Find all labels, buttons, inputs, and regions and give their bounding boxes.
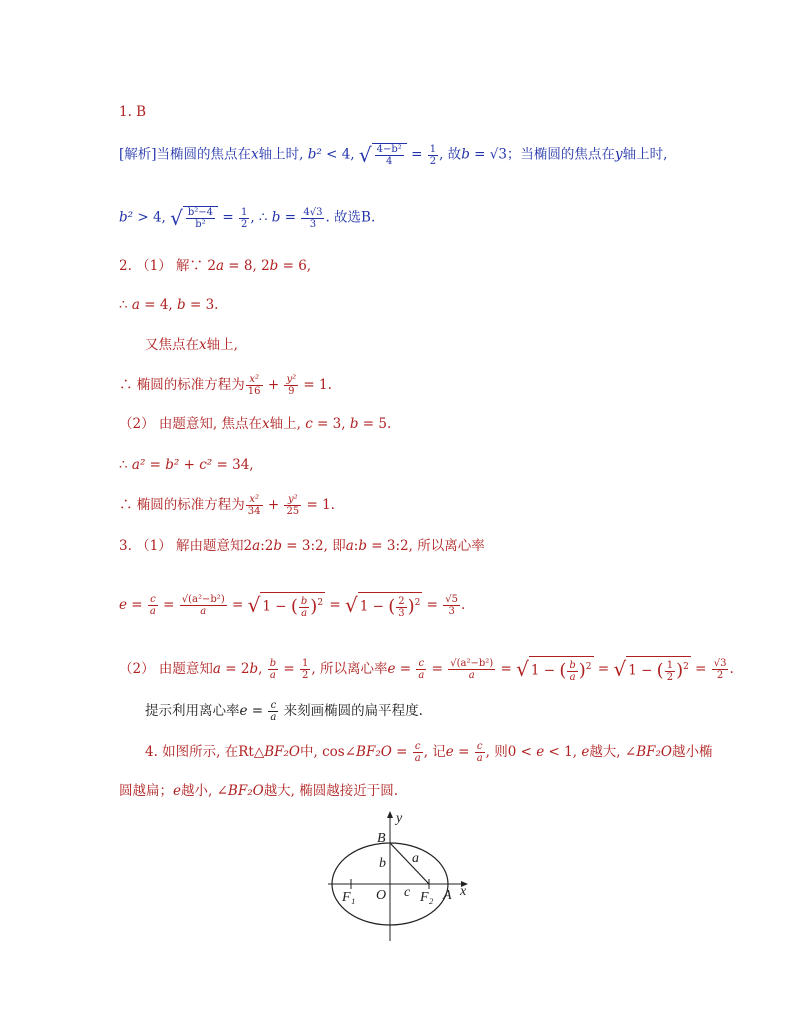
segment-bf2 (390, 843, 429, 884)
solution-4-2: 圆越扁；e越小, ∠BF₂O越大, 椭圆越接近于圆. (119, 783, 399, 799)
analysis-line-2: b² > 4, √ $\frac{\text{b²−4}}{\text{b²}}$ = $\frac{1}{2}$ , ∴ b = $\frac{4√3}{3}$ . 故选B. (119, 206, 376, 230)
label-b-segment: b (379, 856, 386, 871)
answer-1: 1. B (119, 104, 147, 120)
label-f1: F₁ (342, 890, 356, 905)
solution-2-3: 又焦点在x轴上, (145, 337, 238, 353)
label-b-point: B (377, 831, 386, 846)
label-origin: O (376, 888, 387, 903)
solution-3-2: e = $\frac{c}{a}$ = $\frac{\text{√(a²−b²)}}{a}$ = √ 1 − ( $\frac{b}{a}$ )$^2$ = √ 1 − ( $\frac{2}{3}$ )$^2$ = $\frac{√5}{3}$ . (119, 593, 466, 619)
label-f2: F₂ (420, 890, 434, 905)
solution-2-1: 2. （1） 解∵ 2a = 8, 2b = 6, (119, 258, 312, 274)
label-a-segment: a (412, 851, 419, 866)
label-a-point: A (443, 888, 452, 903)
solution-4-1: 4. 如图所示, 在Rt△BF₂O中, cos∠BF₂O = $\frac{c}{a}$ , 记e = $\frac{c}{a}$ , 则0 < e < 1, e越大, ∠BF₂O越小椭 (145, 741, 713, 764)
label-c-segment: c (404, 885, 411, 900)
analysis-line-1: [解析]当椭圆的焦点在x轴上时, b² < 4, √ $\frac{\text{4−b²}}{4}$ = $\frac{1}{2}$ , 故b = √3；当椭圆的焦点在y轴上时, (119, 143, 668, 167)
label-x-axis: x (460, 884, 467, 899)
solution-2-7: ∴ 椭圆的标准方程为 $\frac{\text{x²}}{34}$ + $\frac{\text{y²}}{25}$ = 1. (119, 494, 335, 517)
label-y-axis: y (396, 811, 403, 826)
solution-3-3: （2） 由题意知a = 2b, $\frac{b}{a}$ = $\frac{1}{2}$ , 所以离心率e = $\frac{c}{a}$ = $\frac{\text{√(a²−b²)}}{a}$ = √ 1 − ( $\frac{b}{a}$ )$^2$ = √ 1 − ( $\frac{1}{2}$ )$^2$ = $\frac{√3}{2}$ . (119, 657, 734, 683)
hint-line: 提示利用离心率e = $\frac{c}{a}$ 来刻画椭圆的扁平程度. (145, 700, 423, 723)
y-axis-arrow-icon (387, 811, 393, 818)
solution-2-4: ∴ 椭圆的标准方程为 $\frac{\text{x²}}{16}$ + $\frac{\text{y²}}{9}$ = 1. (119, 374, 332, 397)
solution-2-6: ∴ a² = b² + c² = 34, (119, 457, 254, 473)
solution-3-1: 3. （1） 解由题意知2a:2b = 3:2, 即a:b = 3:2, 所以离心率 (119, 538, 485, 554)
solution-2-2: ∴ a = 4, b = 3. (119, 297, 219, 313)
ellipse-figure (320, 805, 480, 945)
solution-2-5: （2） 由题意知, 焦点在x轴上, c = 3, b = 5. (119, 416, 392, 432)
